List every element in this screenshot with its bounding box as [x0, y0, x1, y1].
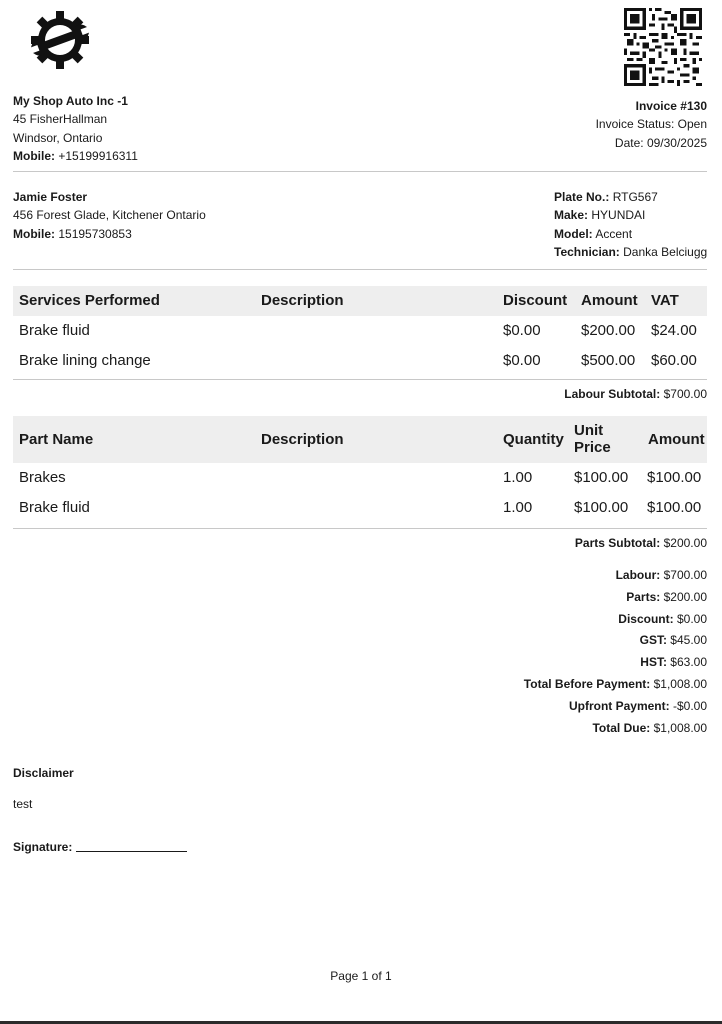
total-labour-label: Labour:	[615, 568, 661, 582]
total-due-value: $1,008.00	[653, 720, 707, 735]
qr-code-icon	[624, 8, 702, 86]
parts-header-unit-price-line2: Price	[574, 439, 611, 456]
part-quantity: 1.00	[503, 469, 533, 486]
invoice-status: Invoice Status: Open	[595, 117, 707, 132]
parts-divider	[13, 528, 707, 529]
part-amount: $100.00	[647, 498, 702, 516]
customer-info	[13, 188, 206, 243]
part-quantity: 1.00	[503, 498, 533, 516]
parts-table	[13, 416, 707, 522]
total-parts	[524, 587, 707, 609]
part-unit-price: $100.00	[574, 498, 629, 516]
customer-mobile	[13, 225, 206, 243]
total-labour-value: $700.00	[663, 568, 707, 582]
invoice-number: Invoice #130	[635, 99, 707, 113]
total-gst	[524, 630, 707, 652]
total-before-payment-label: Total Before Payment:	[523, 676, 651, 691]
service-amount: $200.00	[581, 322, 636, 339]
parts-header-amount: Amount	[648, 431, 705, 448]
vehicle-plate	[554, 188, 707, 206]
table-row	[13, 346, 707, 376]
part-name: Brakes	[19, 469, 66, 486]
services-header-description: Description	[261, 292, 344, 309]
shop-mobile-label: Mobile:	[13, 148, 55, 163]
technician-value: Danka Belciugg	[623, 244, 708, 259]
vehicle-make	[554, 206, 707, 224]
shop-mobile	[13, 147, 138, 165]
total-before-payment	[524, 674, 707, 696]
services-header-discount: Discount	[503, 292, 568, 309]
part-unit-price: $100.00	[574, 469, 629, 486]
table-row	[13, 316, 707, 346]
shop-address-line1: 45 FisherHallman	[13, 112, 108, 127]
technician-label: Technician:	[554, 244, 620, 259]
signature-label: Signature:	[13, 840, 73, 854]
invoice-meta	[596, 97, 707, 152]
services-table	[13, 286, 707, 375]
service-vat: $60.00	[651, 351, 697, 369]
table-row	[13, 493, 707, 523]
parts-header-unit-price	[574, 422, 611, 456]
parts-header-unit-price-line1: Unit	[574, 422, 604, 439]
header-divider	[13, 171, 707, 172]
services-header-vat: VAT	[651, 292, 679, 309]
total-discount-value: $0.00	[676, 611, 707, 626]
shop-info	[13, 92, 138, 165]
labour-subtotal	[564, 387, 707, 401]
service-name: Brake lining change	[19, 351, 151, 369]
upfront-payment	[524, 696, 707, 718]
total-before-payment-value: $1,008.00	[653, 676, 707, 691]
customer-mobile-label: Mobile:	[13, 226, 55, 241]
services-divider	[13, 379, 707, 380]
disclaimer-title: Disclaimer	[13, 766, 74, 780]
vehicle-technician	[554, 243, 707, 261]
parts-table-header	[13, 416, 707, 463]
customer-address: 456 Forest Glade, Kitchener Ontario	[13, 208, 206, 223]
service-name: Brake fluid	[19, 322, 90, 339]
labour-subtotal-label: Labour Subtotal:	[564, 387, 661, 401]
make-label: Make:	[554, 208, 589, 223]
page-number: Page 1 of 1	[330, 969, 392, 983]
total-gst-label: GST:	[639, 633, 667, 648]
invoice-date: Date: 09/30/2025	[614, 135, 707, 150]
table-row	[13, 463, 707, 493]
signature-line	[76, 851, 187, 852]
services-header-name: Services Performed	[19, 292, 160, 309]
upfront-payment-label: Upfront Payment:	[568, 698, 670, 713]
shop-name: My Shop Auto Inc -1	[13, 94, 128, 108]
model-value: Accent	[595, 226, 633, 241]
total-parts-value: $200.00	[663, 589, 707, 604]
labour-subtotal-value: $700.00	[663, 387, 707, 401]
shop-mobile-value: +15199916311	[58, 148, 138, 163]
total-labour	[524, 565, 707, 587]
service-amount: $500.00	[581, 351, 636, 369]
plate-label: Plate No.:	[554, 190, 610, 204]
make-value: HYUNDAI	[591, 208, 646, 223]
parts-header-name: Part Name	[19, 431, 94, 448]
part-amount: $100.00	[647, 469, 702, 486]
part-name: Brake fluid	[19, 498, 90, 516]
service-discount: $0.00	[503, 351, 541, 369]
parts-subtotal	[575, 536, 707, 550]
total-discount-label: Discount:	[618, 611, 674, 626]
total-hst-label: HST:	[640, 655, 667, 670]
parts-subtotal-value: $200.00	[663, 536, 707, 550]
total-due-label: Total Due:	[592, 720, 651, 735]
service-discount: $0.00	[503, 322, 541, 339]
customer-mobile-value: 15195730853	[58, 226, 132, 241]
total-hst-value: $63.00	[670, 655, 707, 670]
parts-header-description: Description	[261, 431, 344, 448]
services-table-header	[13, 286, 707, 316]
total-parts-label: Parts:	[626, 589, 661, 604]
parts-subtotal-label: Parts Subtotal:	[574, 536, 661, 550]
customer-name: Jamie Foster	[13, 190, 88, 204]
totals-block	[524, 565, 707, 739]
plate-value: RTG567	[612, 190, 658, 204]
total-gst-value: $45.00	[670, 633, 707, 648]
total-discount	[524, 609, 707, 631]
disclaimer-text: test	[13, 797, 33, 811]
total-due	[524, 718, 707, 740]
parts-header-quantity: Quantity	[503, 431, 564, 448]
customer-divider	[13, 269, 707, 270]
model-label: Model:	[554, 226, 593, 241]
services-header-amount: Amount	[581, 292, 638, 309]
gear-wrench-icon	[28, 10, 92, 70]
vehicle-info	[554, 188, 707, 261]
shop-address-line2: Windsor, Ontario	[13, 130, 103, 145]
total-hst	[524, 652, 707, 674]
upfront-payment-value: -$0.00	[672, 698, 707, 713]
service-vat: $24.00	[651, 322, 697, 339]
vehicle-model	[554, 225, 707, 243]
